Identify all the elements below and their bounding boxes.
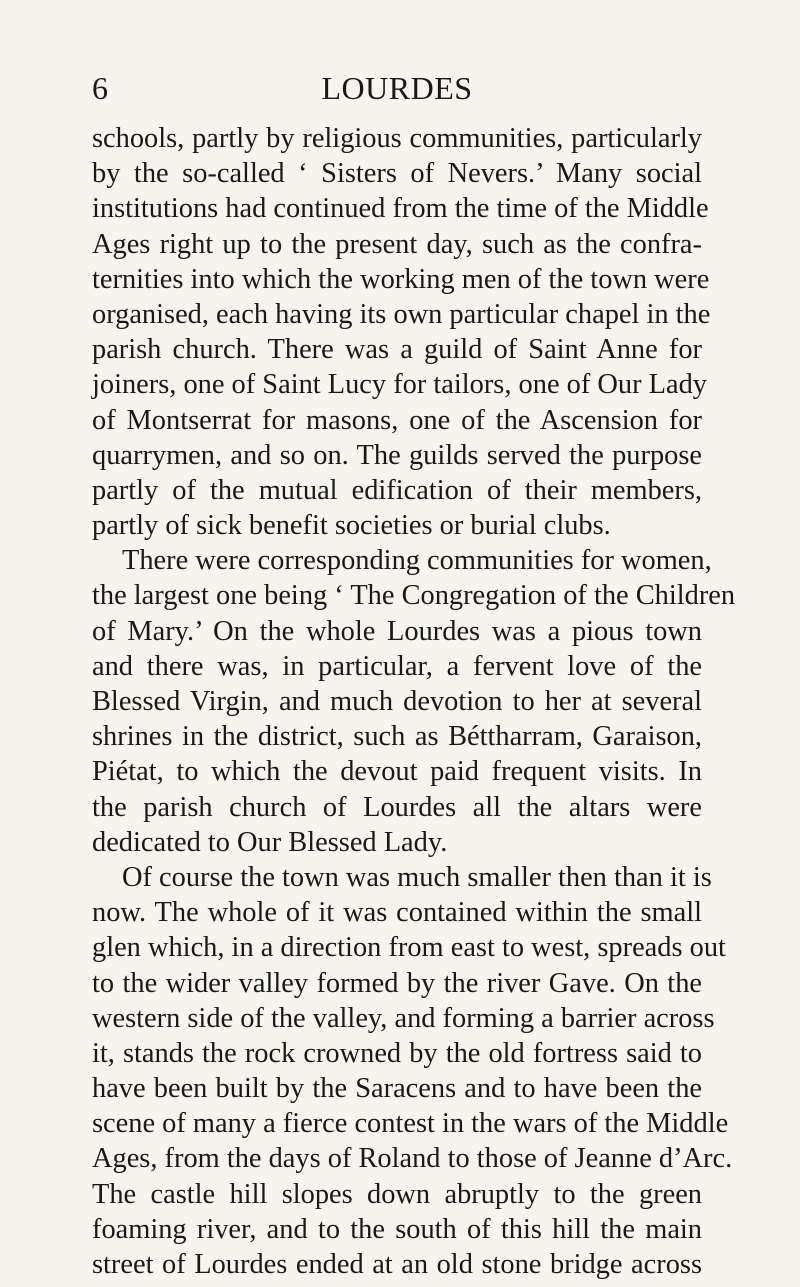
text-line: of Mary.’ On the whole Lourdes was a pious town <box>92 615 702 647</box>
text-line: of Montserrat for masons, one of the Ascension for <box>92 404 702 436</box>
text-line: Ages, from the days of Roland to those of Jeanne d’Arc. <box>92 1143 733 1175</box>
text-line: Piétat, to which the devout paid frequent visits. In <box>92 756 702 788</box>
text-line: the parish church of Lourdes all the altars were <box>92 791 702 823</box>
text-line: Ages right up to the present day, such as the confra- <box>92 228 702 260</box>
paragraph-start-line: There were corresponding communities for women, <box>122 545 712 577</box>
page-header <box>92 66 702 110</box>
paragraph-end-line: partly of sick benefit societies or burial clubs. <box>92 510 611 542</box>
text-line: now. The whole of it was contained within the small <box>92 897 702 929</box>
text-line: street of Lourdes ended at an old stone bridge across <box>92 1249 702 1280</box>
text-line: by the so-called ‘ Sisters of Nevers.’ Many social <box>92 158 702 190</box>
text-line: Blessed Virgin, and much devotion to her at several <box>92 686 702 717</box>
text-line: institutions had continued from the time of the Middle <box>92 193 709 225</box>
text-line: ternities into which the working men of the town were <box>92 263 710 295</box>
text-line: glen which, in a direction from east to west, spreads out <box>92 932 726 964</box>
text-line: schools, partly by religious communities, particularly <box>92 123 702 154</box>
text-line: organised, each having its own particular chapel in the <box>92 298 711 330</box>
text-line: parish church. There was a guild of Saint Anne for <box>92 334 702 366</box>
text-line: western side of the valley, and forming a barrier across <box>92 1002 715 1034</box>
page-number: 6 <box>92 70 108 106</box>
text-line: have been built by the Saracens and to have been the <box>92 1073 702 1105</box>
text-line: The castle hill slopes down abruptly to the green <box>92 1178 702 1210</box>
paragraph-end-line: dedicated to Our Blessed Lady. <box>92 826 448 858</box>
running-title: LOURDES <box>321 70 473 106</box>
text-line: and there was, in particular, a fervent love of the <box>92 650 702 682</box>
text-line: shrines in the district, such as Béttharram, Garaison, <box>92 721 702 753</box>
text-line: it, stands the rock crowned by the old fortress said to <box>92 1037 702 1069</box>
text-line: to the wider valley formed by the river Gave. On the <box>92 967 702 999</box>
text-line: quarrymen, and so on. The guilds served the purpose <box>92 439 702 471</box>
text-line: scene of many a fierce contest in the wars of the Middle <box>92 1108 729 1140</box>
body-text <box>92 121 736 1282</box>
paragraph-start-line: Of course the town was much smaller then than it is <box>122 861 712 893</box>
text-line: the largest one being ‘ The Congregation of the Children <box>92 580 736 612</box>
text-line: joiners, one of Saint Lucy for tailors, one of Our Lady <box>92 369 707 401</box>
text-line: partly of the mutual edification of their members, <box>92 474 702 506</box>
text-line: foaming river, and to the south of this hill the main <box>92 1213 702 1245</box>
